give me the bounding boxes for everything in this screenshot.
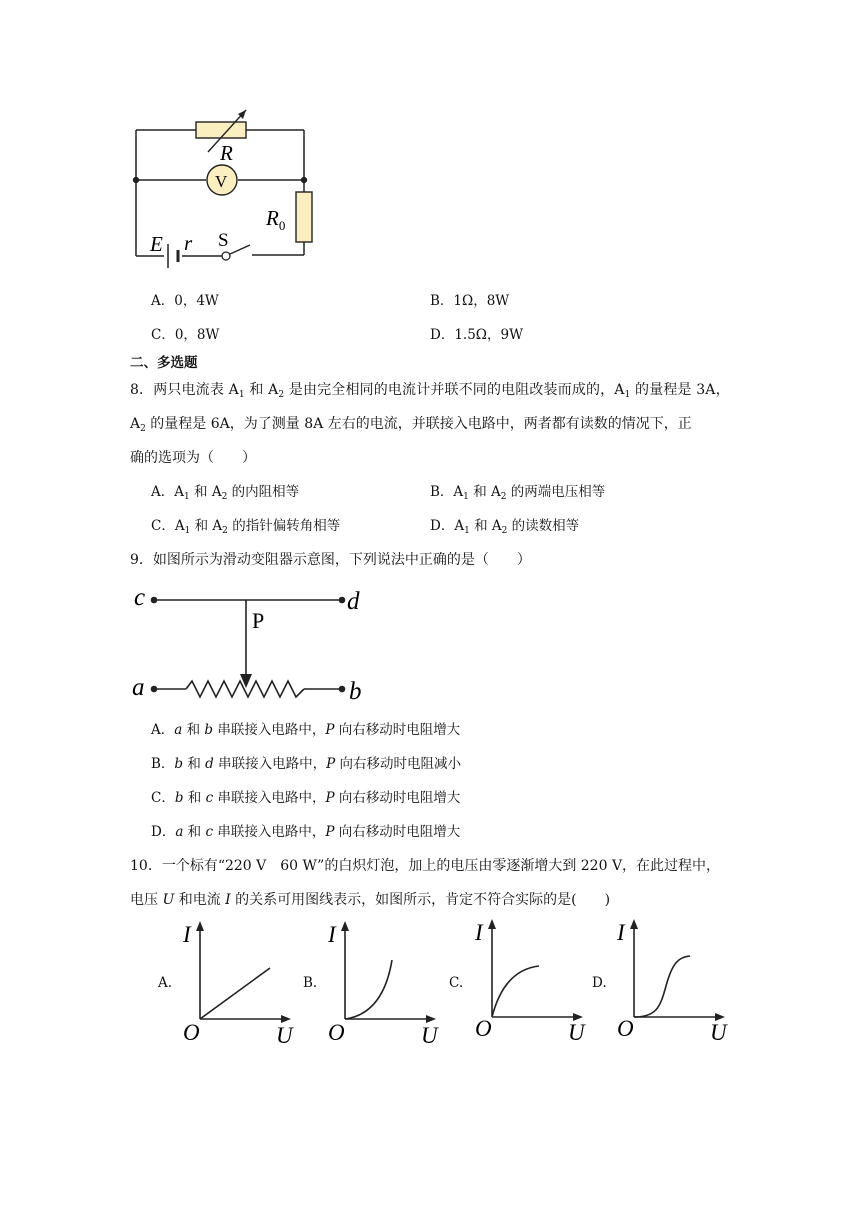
label-R0: $R_0$ <box>266 206 286 233</box>
q10-stem-line2 <box>130 890 610 910</box>
text-run: 和 <box>183 790 206 806</box>
axis-label-U: U <box>421 1023 438 1048</box>
text-run: 的两端电压相等 <box>506 484 606 500</box>
resistor-r0-icon <box>296 192 312 242</box>
q8-option-c <box>151 516 340 541</box>
subscript: 2 <box>222 526 228 536</box>
graph-d <box>614 916 734 1046</box>
iu-curve <box>345 960 392 1019</box>
option-letter: D． <box>430 518 455 534</box>
text-run: 是由完全相同的电流计并联不同的电阻改装而成的，A <box>284 382 625 398</box>
q8-stem-line2 <box>130 414 692 439</box>
option-letter: B． <box>430 293 454 309</box>
option-letter: D． <box>151 824 176 840</box>
text-run: 向右移动时电阻增大 <box>334 722 461 738</box>
text-run: A <box>130 416 141 432</box>
q8-option-b <box>430 482 605 507</box>
subscript: 2 <box>140 424 146 434</box>
q8-stem-line3: 确的选项为（ ） <box>130 450 256 466</box>
label-E: E <box>150 232 163 256</box>
text-run: A <box>453 484 464 500</box>
option-letter: A． <box>151 484 175 500</box>
text-run: 和 A <box>244 382 279 398</box>
axis-label-I: I <box>475 920 483 945</box>
text-run: 和 <box>183 756 206 772</box>
text-run: 串联接入电路中， <box>213 790 326 806</box>
option-letter: C． <box>151 327 175 343</box>
terminal-c-dot <box>151 597 158 604</box>
q9-option-b <box>151 754 461 774</box>
text-run: 和 A <box>468 484 501 500</box>
text-run: 电压 <box>130 892 163 908</box>
graph-a-letter: A. <box>158 975 173 991</box>
subscript: 1 <box>184 526 191 536</box>
graph-b-letter: B. <box>303 975 318 991</box>
var: c <box>205 824 214 840</box>
subscript: 2 <box>501 526 508 536</box>
option-text: 1.5Ω，9W <box>454 327 523 343</box>
subscript: 1 <box>624 390 631 400</box>
text-run: 的量程是 6A，为了测量 8A 左右的电流，并联接入电路中，两者都有读数的情况下，正 <box>145 416 692 432</box>
label-c: c <box>134 584 146 611</box>
subscript: 1 <box>463 492 469 502</box>
y-axis-arrow-icon <box>488 919 496 929</box>
x-axis-arrow-icon <box>426 1015 436 1023</box>
text-run: 和 <box>183 824 206 840</box>
terminal-a-dot <box>151 686 158 693</box>
var: c <box>205 790 214 806</box>
text-run: 和 A <box>190 518 223 534</box>
text-run: 的关系可用图线表示，如图所示，肯定不符合实际的是( ) <box>230 892 611 908</box>
option-letter: C． <box>151 518 175 534</box>
text-run: 的量程是 3A， <box>630 382 730 398</box>
axis-label-I: I <box>617 920 625 945</box>
option-letter: A． <box>151 293 175 309</box>
label-b: b <box>349 678 362 705</box>
terminal-b-dot <box>339 686 346 693</box>
axis-label-I: I <box>328 922 336 947</box>
option-letter: D． <box>430 327 455 343</box>
axis-label-U: U <box>710 1020 727 1045</box>
q8-stem-line1 <box>130 380 730 405</box>
option-letter: B． <box>430 484 454 500</box>
q7-option-a <box>151 291 219 311</box>
switch-icon <box>222 252 230 260</box>
y-axis-arrow-icon <box>341 921 349 931</box>
label-V: V <box>215 172 228 191</box>
rheostat-diagram <box>128 580 378 708</box>
option-letter: B． <box>151 756 175 772</box>
var: b <box>174 756 184 772</box>
label-P: P <box>252 608 265 633</box>
subscript: 2 <box>221 492 228 502</box>
question-number: 8． <box>130 382 154 398</box>
var: P <box>325 722 335 738</box>
q7-option-c <box>151 325 219 345</box>
iu-curve <box>634 956 690 1017</box>
axis-label-U: U <box>276 1023 293 1048</box>
text-run: 的内阻相等 <box>227 484 300 500</box>
text-run: 和 <box>182 722 205 738</box>
text-run: 串联接入电路中， <box>213 756 327 772</box>
text-run: 和电流 <box>174 892 226 908</box>
subscript: 1 <box>184 492 190 502</box>
option-text: 0，8W <box>174 327 220 343</box>
junction-left-dot <box>133 177 139 183</box>
text-run: 的读数相等 <box>507 518 580 534</box>
text-run: 串联接入电路中， <box>213 824 326 840</box>
circuit-diagram <box>120 108 330 276</box>
option-letter: C． <box>151 790 175 806</box>
graph-c-letter: C. <box>449 975 464 991</box>
text-run: A <box>174 518 185 534</box>
text-run: A <box>174 484 184 500</box>
q9-option-d <box>151 822 460 842</box>
graph-b <box>325 918 445 1048</box>
label-a: a <box>132 674 145 701</box>
q7-option-d <box>430 325 523 345</box>
option-text: 0，4W <box>174 293 219 309</box>
var: a <box>174 722 183 738</box>
q9-option-a <box>151 720 460 740</box>
var: P <box>325 824 335 840</box>
var: I <box>225 892 231 908</box>
iu-curve <box>200 968 270 1019</box>
text-run: 两只电流表 A <box>153 382 239 398</box>
axis-label-O: O <box>617 1016 634 1041</box>
label-d: d <box>347 588 360 615</box>
text-run: 的指针偏转角相等 <box>227 518 341 534</box>
var: b <box>174 790 184 806</box>
text-run: A <box>454 518 465 534</box>
q9-option-c <box>151 788 460 808</box>
var: P <box>326 756 336 772</box>
subscript: 1 <box>238 390 245 400</box>
subscript: 2 <box>278 390 285 400</box>
option-text: 1Ω，8W <box>453 293 510 309</box>
var: U <box>162 892 175 908</box>
axis-label-O: O <box>475 1016 492 1041</box>
iu-curve <box>492 966 539 1017</box>
q7-option-b <box>430 291 509 311</box>
label-R: R <box>220 141 233 165</box>
var: b <box>204 722 214 738</box>
text-run: 串联接入电路中， <box>213 722 326 738</box>
battery-icon <box>168 244 178 268</box>
label-r: r <box>184 231 193 255</box>
graph-d-letter: D. <box>592 975 607 991</box>
terminal-d-dot <box>339 597 346 604</box>
text-run: 向右移动时电阻增大 <box>334 790 461 806</box>
subscript: 2 <box>500 492 507 502</box>
axis-label-I: I <box>183 922 191 947</box>
axis-label-U: U <box>568 1020 585 1045</box>
text-run: 向右移动时电阻增大 <box>334 824 461 840</box>
q8-option-a <box>151 482 299 507</box>
subscript: 1 <box>464 526 470 536</box>
junction-right-dot <box>301 177 307 183</box>
axis-label-O: O <box>328 1020 345 1045</box>
label-S: S <box>218 230 229 251</box>
var: d <box>205 756 214 772</box>
q8-option-d <box>430 516 579 541</box>
graph-a <box>180 918 300 1048</box>
section-heading: 二、多选题 <box>130 355 198 371</box>
option-letter: A． <box>151 722 175 738</box>
q10-stem-line1: 10．一个标有“220 V 60 W”的白炽灯泡，加上的电压由零逐渐增大到 220 V，在此过程中， <box>130 858 721 874</box>
text-run: 向右移动时电阻减小 <box>335 756 462 772</box>
text-run: 和 A <box>189 484 222 500</box>
var: P <box>325 790 335 806</box>
var: a <box>175 824 184 840</box>
y-axis-arrow-icon <box>630 919 638 929</box>
axis-label-O: O <box>183 1020 200 1045</box>
y-axis-arrow-icon <box>196 921 204 931</box>
x-axis-arrow-icon <box>281 1015 291 1023</box>
text-run: 和 A <box>469 518 502 534</box>
graph-c <box>472 916 592 1046</box>
q9-stem: 9．如图所示为滑动变阻器示意图，下列说法中正确的是（ ） <box>130 552 531 568</box>
